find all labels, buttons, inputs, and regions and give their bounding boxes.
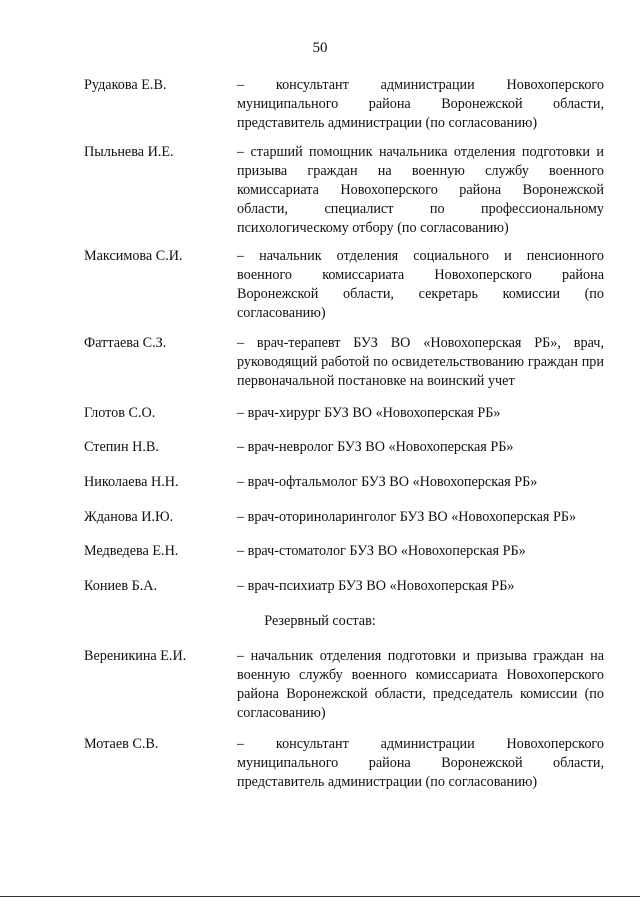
member-role: – врач-оториноларинголог БУЗ ВО «Новохоперская РБ» — [237, 509, 577, 525]
member-name: Глотов С.О. — [84, 405, 156, 421]
member-role: – консультант администрации Новохоперского муниципального района Воронежской области, представитель администрации (по согласованию) — [237, 736, 604, 790]
page-bottom-edge — [0, 896, 640, 897]
member-name: Вереникина Е.И. — [84, 648, 187, 664]
member-role: – врач-терапевт БУЗ ВО «Новохоперская РБ», врач, руководящий работой по освидетельствованию граждан при первоначальной постановке на воинский учет — [237, 335, 604, 389]
member-entry — [84, 334, 604, 391]
member-entry — [84, 508, 604, 527]
member-name: Кониев Б.А. — [84, 578, 158, 594]
member-name: Николаева Н.Н. — [84, 474, 179, 490]
member-entry — [84, 473, 604, 492]
member-entry — [84, 76, 604, 133]
member-role: – консультант администрации Новохоперского муниципального района Воронежской области, представитель администрации (по согласованию) — [237, 77, 604, 131]
member-role: – врач-хирург БУЗ ВО «Новохоперская РБ» — [237, 405, 501, 421]
member-name: Мотаев С.В. — [84, 736, 159, 752]
member-name: Медведева Е.Н. — [84, 543, 179, 559]
member-entry — [84, 143, 604, 238]
member-role: – врач-психиатр БУЗ ВО «Новохоперская РБ» — [237, 578, 515, 594]
member-entry — [84, 247, 604, 323]
member-entry — [84, 438, 604, 457]
member-name: Максимова С.И. — [84, 248, 183, 264]
member-role: – начальник отделения подготовки и призыва граждан на военную службу военного комиссариата Новохоперского района Воронежской области, председатель комиссии (по согласованию) — [237, 648, 604, 721]
page-number: 50 — [312, 40, 328, 56]
member-name: Степин Н.В. — [84, 439, 159, 455]
member-name: Рудакова Е.В. — [84, 77, 167, 93]
member-role: – начальник отделения социального и пенсионного военного комиссариата Новохоперского района Воронежской области, секретарь комиссии (по согласованию) — [237, 248, 604, 321]
member-role: – врач-стоматолог БУЗ ВО «Новохоперская РБ» — [237, 543, 526, 559]
member-entry — [84, 577, 604, 596]
reserve-entry — [84, 735, 604, 792]
member-entry — [84, 404, 604, 423]
reserve-section-title: Резервный состав: — [264, 613, 376, 629]
member-role: – старший помощник начальника отделения подготовки и призыва граждан на военную службу военного комиссариата Новохоперского района Воронежской области, специалист по профессиональному психологическому отбору (по согласованию) — [237, 144, 604, 236]
member-entry — [84, 542, 604, 561]
member-name: Пыльнева И.Е. — [84, 144, 174, 160]
member-name: Фаттаева С.З. — [84, 335, 167, 351]
member-role: – врач-невролог БУЗ ВО «Новохоперская РБ» — [237, 439, 514, 455]
reserve-entry — [84, 647, 604, 723]
member-role: – врач-офтальмолог БУЗ ВО «Новохоперская РБ» — [237, 474, 538, 490]
member-name: Жданова И.Ю. — [84, 509, 174, 525]
